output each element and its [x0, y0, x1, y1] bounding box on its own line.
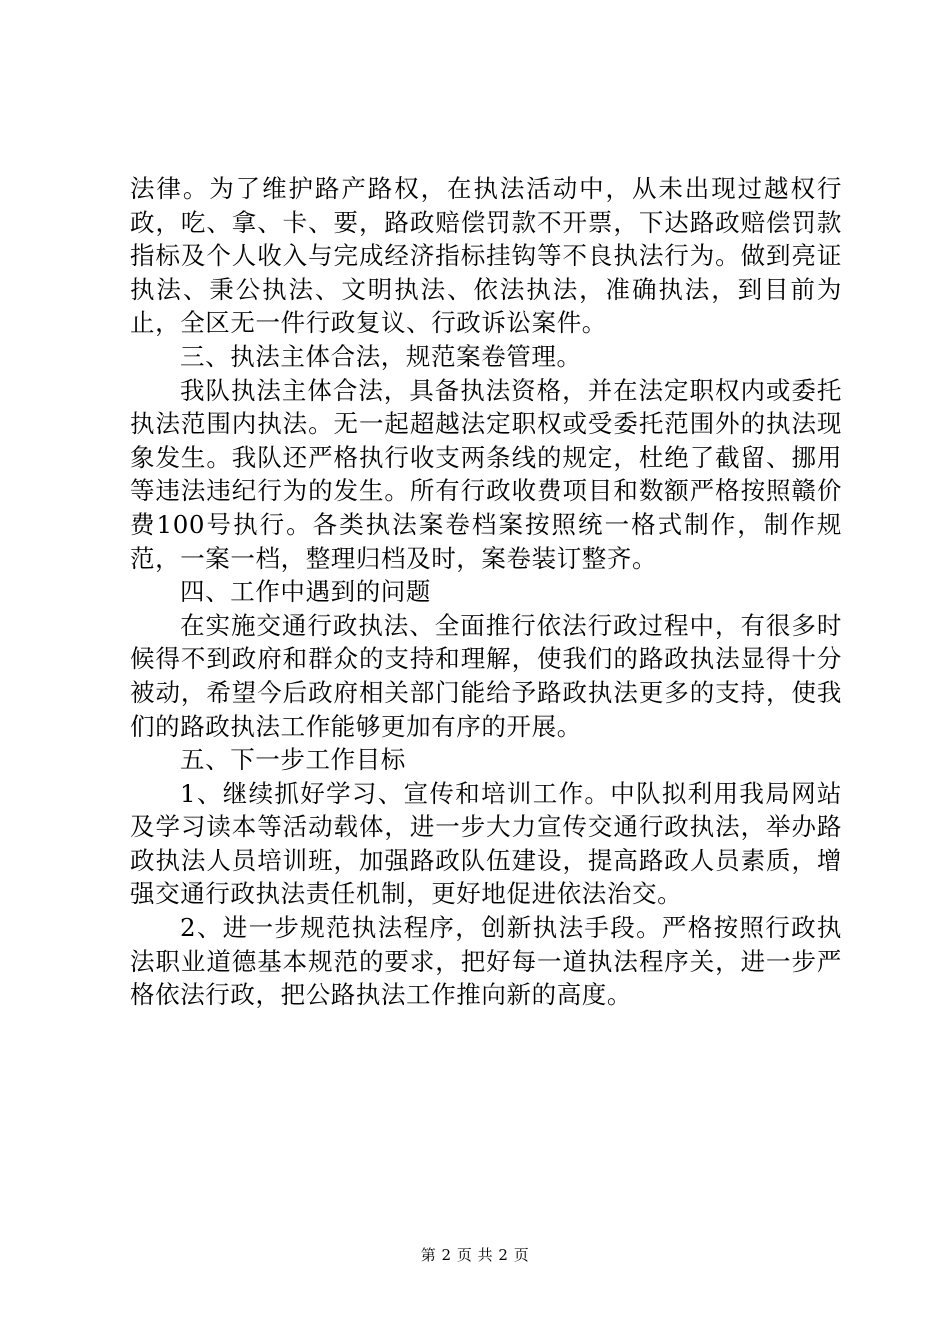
document-body: [130, 172, 842, 1012]
paragraph-section-4: 在实施交通行政执法、全面推行依法行政过程中，有很多时候得不到政府和群众的支持和理解，使我们的路政执法显得十分被动，希望今后政府相关部门能给予路政执法更多的支持，使我们的路政执法工作能够更加有序的开展。: [130, 610, 842, 741]
paragraph-goal-1: 1、继续抓好学习、宣传和培训工作。中队拟利用我局网站及学习读本等活动载体，进一步大力宣传交通行政执法，举办路政执法人员培训班，加强路政队伍建设，提高路政人员素质，增强交通行政执法责任机制，更好地促进依法治交。: [130, 778, 842, 909]
section-heading-5: 五、下一步工作目标: [180, 745, 406, 775]
paragraph-goal-2: 2、进一步规范执法程序，创新执法手段。严格按照行政执法职业道德基本规范的要求，把好每一道执法程序关，进一步严格依法行政，把公路执法工作推向新的高度。: [130, 913, 842, 1010]
section-heading-3: 三、执法主体合法，规范案卷管理。: [180, 341, 582, 371]
paragraph-section-3: 我队执法主体合法，具备执法资格，并在法定职权内或委托执法范围内执法。无一起超越法定职权或受委托范围外的执法现象发生。我队还严格执行收支两条线的规定，杜绝了截留、挪用等违法违纪行为的发生。所有行政收费项目和数额严格按照赣价费100号执行。各类执法案卷档案按照统一格式制作，制作规范，一案一档，整理归档及时，案卷装订整齐。: [130, 375, 842, 573]
section-heading-4: 四、工作中遇到的问题: [180, 577, 431, 607]
paragraph-continuation: 法律。为了维护路产路权，在执法活动中，从未出现过越权行政，吃、拿、卡、要，路政赔偿罚款不开票，下达路政赔偿罚款指标及个人收入与完成经济指标挂钩等不良执法行为。做到亮证执法、秉公执法、文明执法、依法执法，准确执法，到目前为止，全区无一件行政复议、行政诉讼案件。: [130, 174, 842, 338]
page-footer: 第 2 页 共 2 页: [420, 1246, 530, 1264]
